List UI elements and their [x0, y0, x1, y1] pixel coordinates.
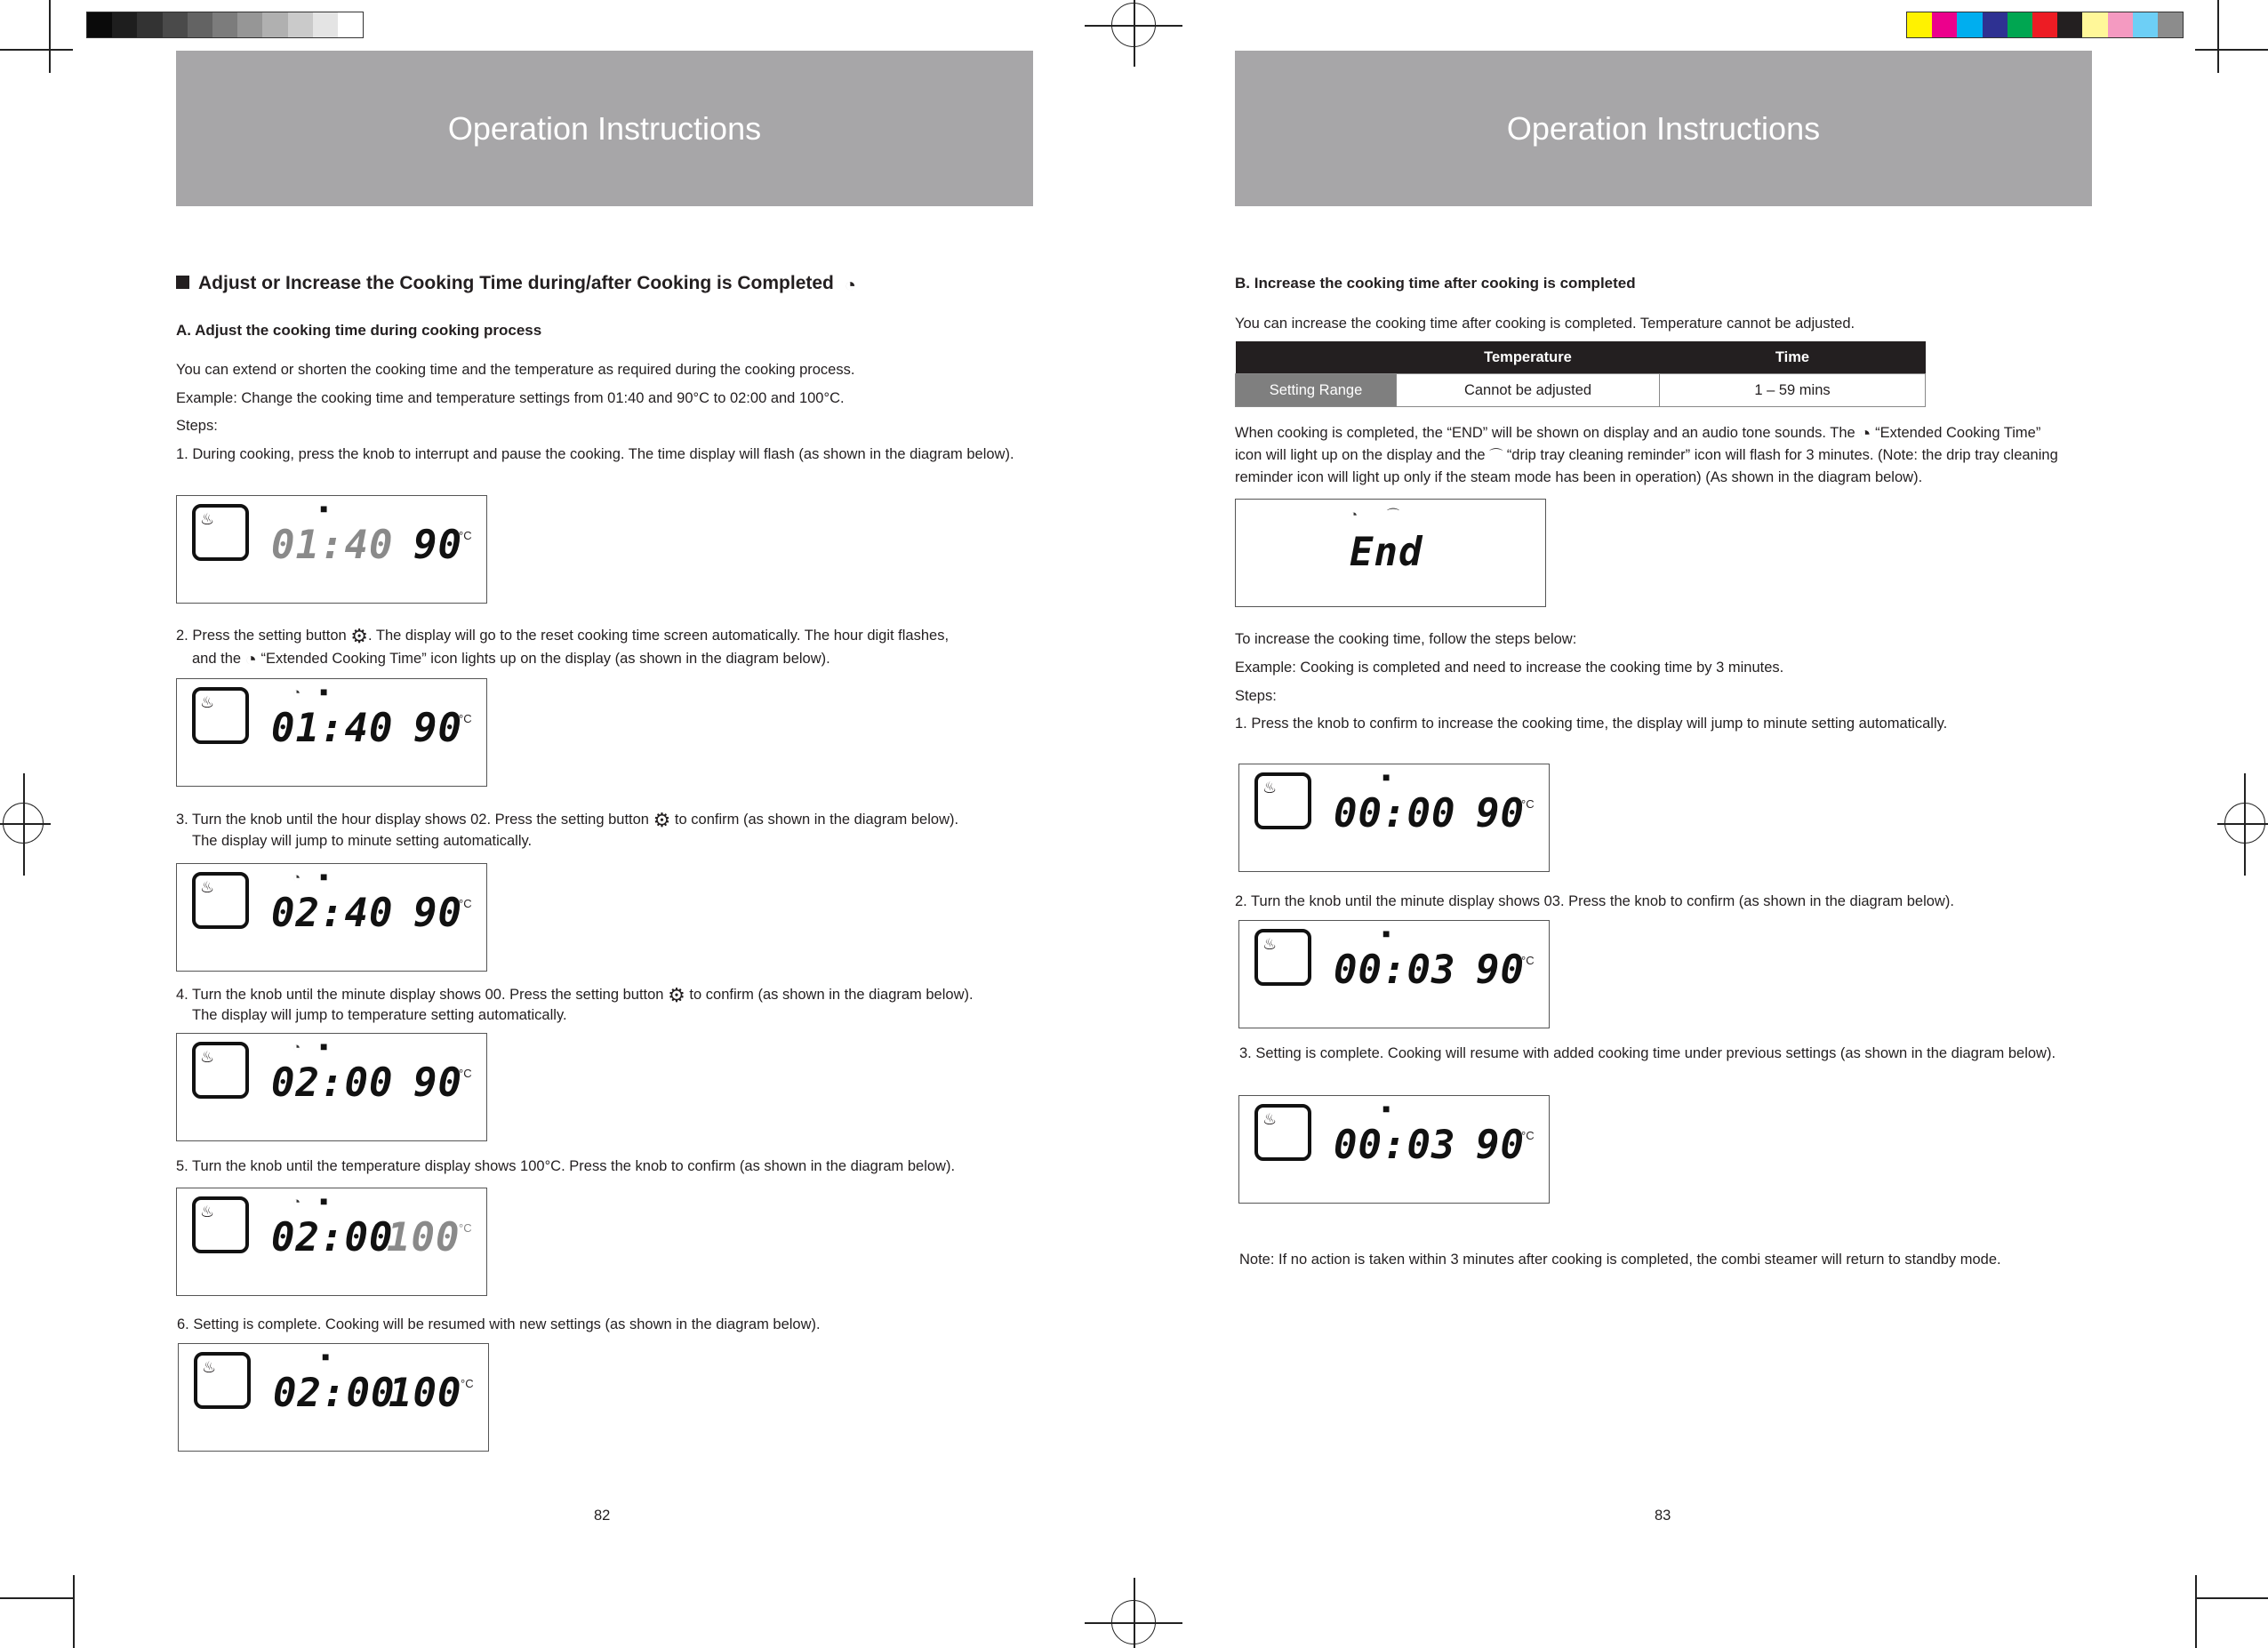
page-number: 83	[1655, 1508, 1671, 1524]
note-text: Note: If no action is taken within 3 minutes after cooking is completed, the combi steamer will return to standby mode.	[1239, 1252, 2001, 1268]
grayscale-bar	[86, 12, 364, 38]
table-header-temperature: Temperature	[1397, 341, 1660, 374]
temp-readout: 90	[413, 523, 462, 568]
setting-gear-icon: ⚙	[668, 984, 685, 1006]
steam-icon: ♨	[1254, 929, 1311, 986]
drip-tray-icon: ■	[1382, 1101, 1390, 1116]
crop-mark	[23, 773, 25, 876]
lcd-display	[176, 495, 487, 604]
temp-readout: 90	[413, 891, 462, 936]
steps-label: Steps:	[176, 418, 218, 434]
step-b2-text: 2. Turn the knob until the minute display shows 03. Press the knob to confirm (as shown in the diagram below).	[1235, 893, 1954, 909]
step-2-part-c: and the	[192, 651, 242, 667]
steam-icon: ♨	[1254, 1104, 1311, 1161]
time-readout: 02:00	[273, 1371, 396, 1416]
extended-time-icon: ◔	[1350, 508, 1358, 523]
page-number: 82	[594, 1508, 611, 1524]
steps-label-b: Steps:	[1235, 688, 1277, 704]
right-banner-title: Operation Instructions	[1506, 109, 1821, 147]
end-para-part-b: “Extended Cooking Time” icon will light up on the display and the	[1235, 425, 2041, 463]
crop-mark	[1134, 1578, 1135, 1648]
lcd-display	[1238, 1095, 1550, 1204]
example-text: Example: Change the cooking time and temperature settings from 01:40 and 90°C to 02:00 and 100°C.	[176, 390, 845, 406]
temp-readout: 90	[413, 1060, 462, 1106]
crop-mark	[2244, 773, 2246, 876]
end-paragraph	[1235, 422, 2071, 488]
step-1-text: 1. During cooking, press the knob to interrupt and pause the cooking. The time display will flash (as shown in the diagram below).	[176, 446, 1014, 462]
drip-tray-icon: ■	[320, 1039, 328, 1053]
extended-time-icon: ◔	[293, 685, 301, 700]
steam-icon: ♨	[192, 1042, 249, 1099]
step-2-part-d: “Extended Cooking Time” icon lights up on the display (as shown in the diagram below).	[260, 651, 830, 667]
drip-tray-icon: ⌒	[1489, 448, 1503, 463]
crop-mark	[2195, 1597, 2268, 1599]
bullet-square-icon	[176, 276, 189, 289]
left-banner-title: Operation Instructions	[447, 109, 762, 147]
intro-text: You can increase the cooking time after cooking is completed. Temperature cannot be adjusted.	[1235, 316, 1855, 332]
steam-icon: ♨	[192, 504, 249, 561]
time-readout: 01:40	[271, 523, 394, 568]
step-2-line1	[176, 625, 1030, 647]
color-bar	[1906, 12, 2184, 38]
crop-mark	[0, 49, 73, 51]
right-page-banner	[1235, 51, 2092, 206]
step-3-part-b: to confirm (as shown in the diagram below).	[674, 812, 959, 828]
lcd-display	[176, 863, 487, 972]
temp-readout: 90	[1476, 948, 1525, 993]
extended-time-icon: ◔	[844, 274, 857, 296]
section-title-text: Adjust or Increase the Cooking Time during/after Cooking is Completed	[198, 273, 834, 293]
table-header-time: Time	[1660, 341, 1926, 374]
deg-unit: °C	[461, 1377, 474, 1390]
intro-text: You can extend or shorten the cooking time and the temperature as required during the cooking process.	[176, 362, 855, 378]
time-readout: 02:40	[271, 891, 394, 936]
deg-unit: °C	[459, 712, 472, 725]
time-readout: 02:00	[271, 1060, 394, 1106]
end-para-part-a: When cooking is completed, the “END” will be shown on display and an audio tone sounds. The	[1235, 425, 1855, 441]
temp-readout: 100	[387, 1215, 461, 1260]
time-readout: 00:00	[1334, 791, 1456, 836]
follow-text: To increase the cooking time, follow the steps below:	[1235, 631, 1577, 647]
setting-gear-icon: ⚙	[350, 625, 369, 647]
end-readout: End	[1350, 530, 1423, 575]
table-cell-time: 1 – 59 mins	[1660, 374, 1926, 407]
crop-mark	[49, 0, 51, 73]
steam-icon: ♨	[192, 872, 249, 929]
drip-tray-icon: ■	[1382, 770, 1390, 784]
crop-mark	[0, 1597, 73, 1599]
table-row-label: Setting Range	[1236, 374, 1397, 407]
deg-unit: °C	[459, 897, 472, 910]
step-4-part-a: 4. Turn the knob until the minute display shows 00. Press the setting button	[176, 987, 664, 1003]
step-4-line1	[176, 984, 1047, 1006]
lcd-display	[1238, 764, 1550, 872]
step-3-line2: The display will jump to minute setting automatically.	[192, 833, 533, 849]
time-readout: 02:00	[271, 1215, 394, 1260]
end-para-part-c: “drip tray cleaning reminder” icon will flash for 3 minutes. (Note: the drip tray cleaning reminder icon will light up only if the steam mode has been in operation) (As shown in the diagram below).	[1235, 447, 2058, 485]
lcd-display-end	[1235, 499, 1546, 607]
temp-readout: 100	[389, 1371, 462, 1416]
step-2-part-b: . The display will go to the reset cooking time screen automatically. The hour digit flashes,	[368, 628, 950, 644]
extended-time-icon: ◔	[1859, 422, 1871, 444]
drip-tray-icon: ⌒	[1387, 508, 1399, 522]
temp-readout: 90	[1476, 791, 1525, 836]
subsection-b-title: B. Increase the cooking time after cooking is completed	[1235, 275, 1636, 292]
time-readout: 00:03	[1334, 948, 1456, 993]
step-2-line2	[192, 648, 1046, 670]
steam-icon: ♨	[192, 1196, 249, 1253]
example-text-b: Example: Cooking is completed and need to increase the cooking time by 3 minutes.	[1235, 660, 1784, 676]
drip-tray-icon: ■	[320, 684, 328, 699]
crop-mark	[2195, 49, 2268, 51]
table-cell-temperature: Cannot be adjusted	[1397, 374, 1660, 407]
section-title	[176, 273, 856, 297]
time-readout: 00:03	[1334, 1123, 1456, 1168]
extended-time-icon: ◔	[293, 1040, 301, 1055]
step-4-part-b: to confirm (as shown in the diagram below).	[689, 987, 974, 1003]
crop-mark	[1134, 0, 1135, 67]
steam-icon: ♨	[194, 1352, 251, 1409]
drip-tray-icon: ■	[1382, 926, 1390, 940]
time-readout: 01:40	[271, 706, 394, 751]
step-5-text: 5. Turn the knob until the temperature display shows 100°C. Press the knob to confirm (as shown in the diagram below).	[176, 1158, 956, 1174]
table-header-blank	[1236, 341, 1397, 374]
drip-tray-icon: ■	[320, 501, 328, 516]
steam-icon: ♨	[192, 687, 249, 744]
step-4-line2: The display will jump to temperature setting automatically.	[192, 1007, 567, 1023]
left-page-banner	[176, 51, 1033, 206]
extended-time-icon: ◔	[293, 870, 301, 885]
step-b3-text: 3. Setting is complete. Cooking will resume with added cooking time under previous settings (as shown in the diagram below).	[1239, 1045, 2056, 1061]
step-2-part-a: 2. Press the setting button	[176, 628, 347, 644]
step-6-text: 6. Setting is complete. Cooking will be resumed with new settings (as shown in the diagram below).	[177, 1316, 821, 1332]
step-b1-text: 1. Press the knob to confirm to increase the cooking time, the display will jump to minute setting automatically.	[1235, 716, 1948, 732]
crop-mark	[2217, 0, 2219, 73]
lcd-display	[1238, 920, 1550, 1028]
lcd-display	[176, 1033, 487, 1141]
deg-unit: °C	[1521, 1129, 1535, 1142]
deg-unit: °C	[459, 1067, 472, 1080]
lcd-display	[176, 1188, 487, 1296]
temp-readout: 90	[413, 706, 462, 751]
lcd-display	[176, 678, 487, 787]
lcd-display	[178, 1343, 489, 1452]
drip-tray-icon: ■	[322, 1349, 330, 1364]
setting-gear-icon: ⚙	[653, 809, 671, 831]
crop-mark	[2195, 1575, 2197, 1648]
drip-tray-icon: ■	[320, 1194, 328, 1208]
deg-unit: °C	[459, 1221, 472, 1235]
deg-unit: °C	[1521, 797, 1535, 811]
crop-mark	[73, 1575, 75, 1648]
step-3-line1	[176, 809, 1030, 831]
extended-time-icon: ◔	[244, 648, 257, 670]
step-3-part-a: 3. Turn the knob until the hour display shows 02. Press the setting button	[176, 812, 649, 828]
temp-readout: 90	[1476, 1123, 1525, 1168]
deg-unit: °C	[459, 529, 472, 542]
setting-range-table	[1235, 341, 1926, 407]
crop-mark	[2217, 823, 2268, 825]
crop-mark	[0, 823, 51, 825]
steam-icon: ♨	[1254, 772, 1311, 829]
drip-tray-icon: ■	[320, 869, 328, 884]
subsection-a-title: A. Adjust the cooking time during cooking process	[176, 322, 542, 339]
deg-unit: °C	[1521, 954, 1535, 967]
extended-time-icon: ◔	[293, 1195, 301, 1210]
